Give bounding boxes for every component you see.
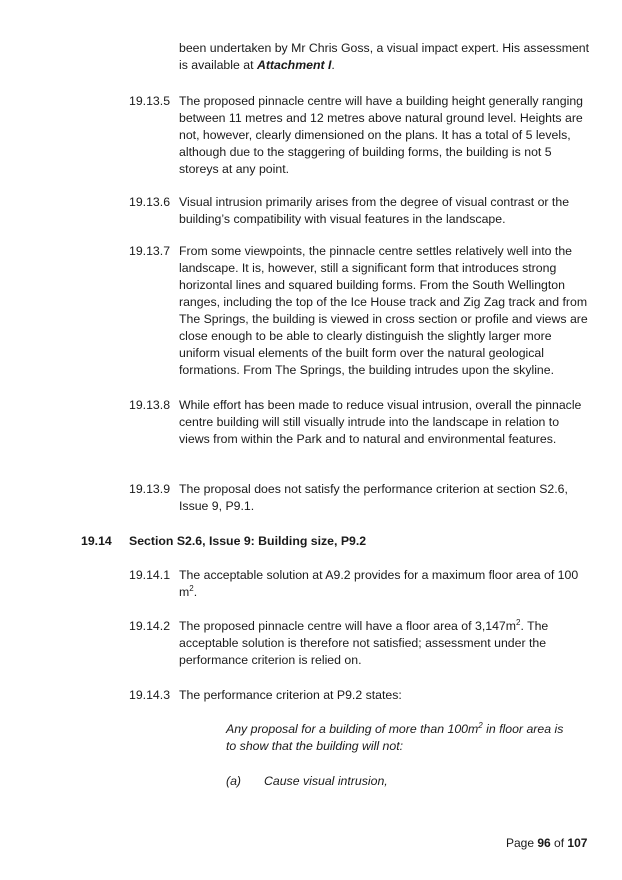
total-pages: 107 [567,836,588,850]
page-footer: Page 96 of 107 [506,836,588,850]
paragraph-text: The performance criterion at P9.2 states: [179,688,402,702]
paragraph-text: From some viewpoints, the pinnacle centre settles relatively well into the landscape. It is, however, still a significant form that introduces strong horizontal lines and squared building forms. From the South Wellington ranges, including the top of the Ice House track and Zig Zag track and from The Springs, the building is viewed in cross section or profile and views are close enough to be able to clearly distinguish the slightly larger more uniform visual elements of the built form over the natural geological formations. From The Springs, the building intrudes upon the skyline. [179,244,588,377]
paragraph-text: Visual intrusion primarily arises from the degree of visual contrast or the building’s compatibility with visual features in the landscape. [179,195,570,226]
paragraph-text: The acceptable solution at A9.2 provides for a maximum floor area of 100 $m^2$. [179,568,579,599]
paragraph-number: 19.14.3 [129,688,171,702]
current-page: 96 [537,836,551,850]
block-quote: Any proposal for a building of more than $100m^2$ in floor area is to show that the building will not: [226,720,564,753]
intro-paragraph: been undertaken by Mr Chris Goss, a visual impact expert. His assessment is available at Attachment I. [179,41,590,72]
paragraph-number: 19.13.7 [129,244,171,258]
intro-text: been undertaken by Mr Chris Goss, a visual impact expert. His assessment is available at [179,41,590,72]
paragraph-number: 19.13.5 [129,94,171,108]
paragraph-number: 19.14.2 [129,619,171,633]
section-heading: Section S2.6, Issue 9: Building size, P9.2 [129,534,367,548]
quote-item-label: (a) [226,774,242,788]
section-number: 19.14 [81,534,112,548]
paragraph-text: The proposed pinnacle centre will have a floor area of $3,147m^2$. The acceptable solution is therefore not satisfied; assessment under the performance criterion is relied on. [179,617,549,667]
quote-item-text: Cause visual intrusion, [264,774,388,788]
attachment-reference: Attachment I [256,58,332,72]
paragraph-number: 19.13.6 [129,195,171,209]
paragraph-number: 19.14.1 [129,568,171,582]
paragraph-number: 19.13.8 [129,398,171,412]
paragraph-text: The proposed pinnacle centre will have a building height generally ranging between 11 metres and 12 metres above natural ground level. Heights are not, however, clearly dimensioned on the plans. It has a total of 5 levels, although due to the staggering of building forms, the building is not 5 storeys at any point. [179,94,584,176]
paragraph-number: 19.13.9 [129,482,171,496]
paragraph-text: While effort has been made to reduce visual intrusion, overall the pinnacle centre building will still visually intrude into the landscape in relation to views from within the Park and to natural and environmental features. [179,398,582,446]
paragraph-text: The proposal does not satisfy the performance criterion at section S2.6, Issue 9, P9.1. [179,482,568,513]
